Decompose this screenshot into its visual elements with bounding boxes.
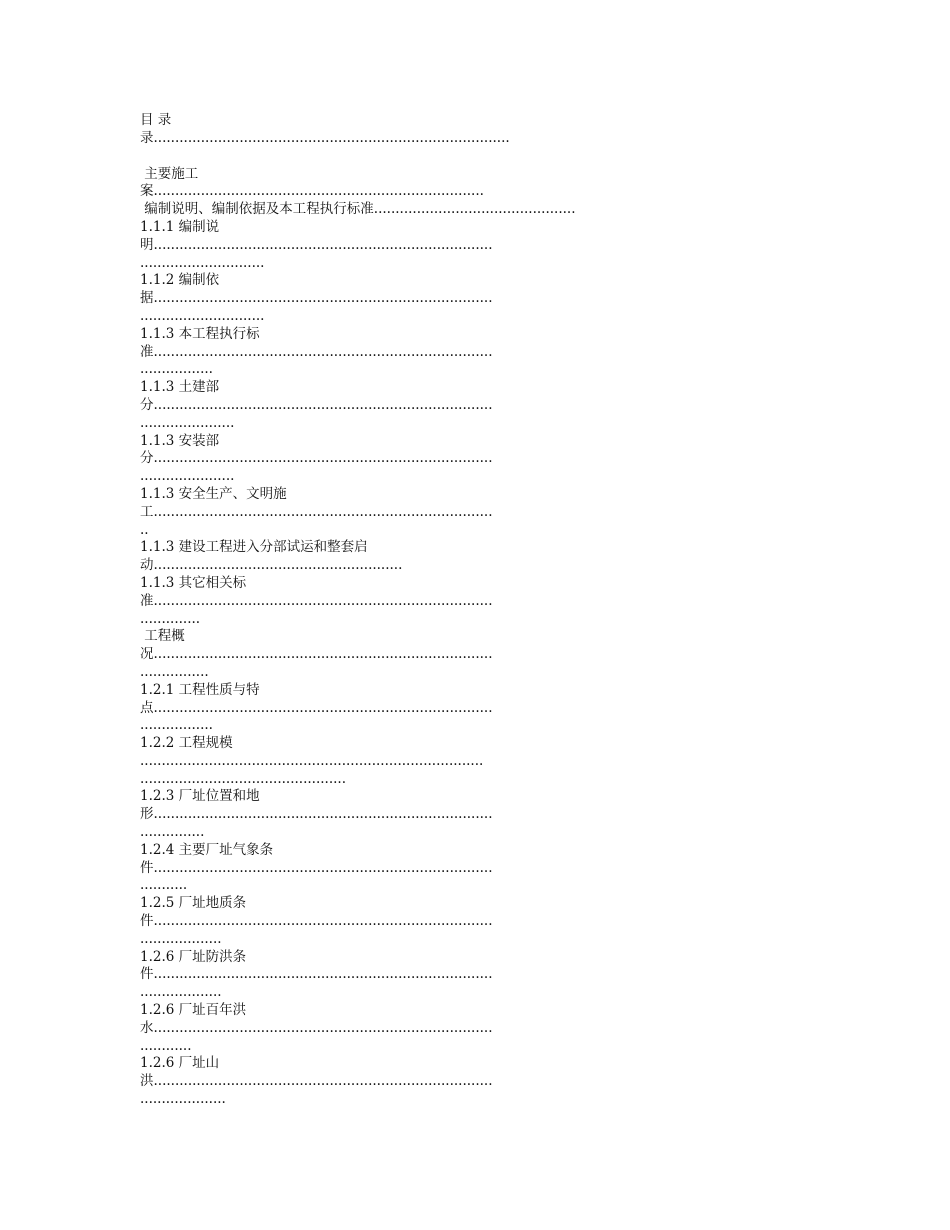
toc-line: 件............................................................................... <box>140 966 493 983</box>
toc-blank-line <box>140 148 830 166</box>
toc-item: 1.1.3 土建部 <box>140 379 220 396</box>
toc-line: ............ <box>140 1037 192 1054</box>
toc-heading: 主要施工 <box>140 165 199 182</box>
toc-item: 1.2.6 厂址百年洪 <box>140 1002 247 1019</box>
toc-line: 录................................................................................... <box>140 129 510 146</box>
toc-item: 1.2.3 厂址位置和地 <box>140 788 260 805</box>
toc-item: 1.1.3 本工程执行标 <box>140 325 260 342</box>
toc-line: 明............................................................................... <box>140 236 493 253</box>
toc-item: 1.1.3 其它相关标 <box>140 574 247 591</box>
toc-line: .. <box>140 521 149 538</box>
toc-line: .............. <box>140 610 201 627</box>
toc-line: 件............................................................................... <box>140 913 493 930</box>
toc-line: ........... <box>140 877 188 894</box>
toc-line: 形............................................................................... <box>140 806 493 823</box>
toc-line: ................................................ <box>140 770 346 787</box>
toc-line: ...................... <box>140 414 235 431</box>
toc-item: 1.2.6 厂址山 <box>140 1055 220 1072</box>
toc-line: 况............................................................................... <box>140 646 493 663</box>
toc-line: ............................. <box>140 254 265 271</box>
toc-line: 洪............................................................................... <box>140 1073 493 1090</box>
toc-line: 案............................................................................. <box>140 183 484 200</box>
toc-line: ................ <box>140 663 209 680</box>
toc-item: 1.2.1 工程性质与特 <box>140 681 260 698</box>
toc-item: 1.2.2 工程规模 <box>140 735 233 752</box>
toc-line: 准............................................................................... <box>140 592 493 609</box>
toc-heading: 工程概 <box>140 628 185 645</box>
toc-line: 水............................................................................... <box>140 1019 493 1036</box>
toc-line: 点............................................................................... <box>140 699 493 716</box>
toc-line: ................. <box>140 361 213 378</box>
toc-line: 工............................................................................... <box>140 503 493 520</box>
toc-page <box>140 112 830 1109</box>
toc-line: 件............................................................................... <box>140 859 493 876</box>
toc-line: ...................... <box>140 468 235 485</box>
toc-title: 目 录 <box>140 112 172 128</box>
toc-line: ................. <box>140 717 213 734</box>
toc-item: 1.2.5 厂址地质条 <box>140 895 247 912</box>
toc-item: 1.1.2 编制依 <box>140 272 220 289</box>
toc-line: 分............................................................................... <box>140 450 493 467</box>
toc-item: 1.1.3 安全生产、文明施 <box>140 485 287 502</box>
toc-line: 分............................................................................... <box>140 396 493 413</box>
toc-item: 1.1.3 建设工程进入分部试运和整套启 <box>140 539 368 556</box>
toc-item: 1.2.4 主要厂址气象条 <box>140 841 274 858</box>
toc-line: ............... <box>140 824 205 841</box>
toc-line: ............................. <box>140 307 265 324</box>
toc-line: 动.......................................................... <box>140 557 403 574</box>
toc-item: 1.2.6 厂址防洪条 <box>140 948 247 965</box>
toc-line: ................... <box>140 984 222 1001</box>
toc-line: .................... <box>140 1091 226 1108</box>
toc-item: 1.1.3 安装部 <box>140 432 220 449</box>
toc-line: 据............................................................................... <box>140 290 493 307</box>
toc-line: 准............................................................................... <box>140 343 493 360</box>
toc-item: 1.1.1 编制说 <box>140 218 220 235</box>
toc-line: ................................................................................ <box>140 752 484 769</box>
toc-line: ................... <box>140 930 222 947</box>
toc-heading: 编制说明、编制依据及本工程执行标准............................................... <box>140 201 576 218</box>
